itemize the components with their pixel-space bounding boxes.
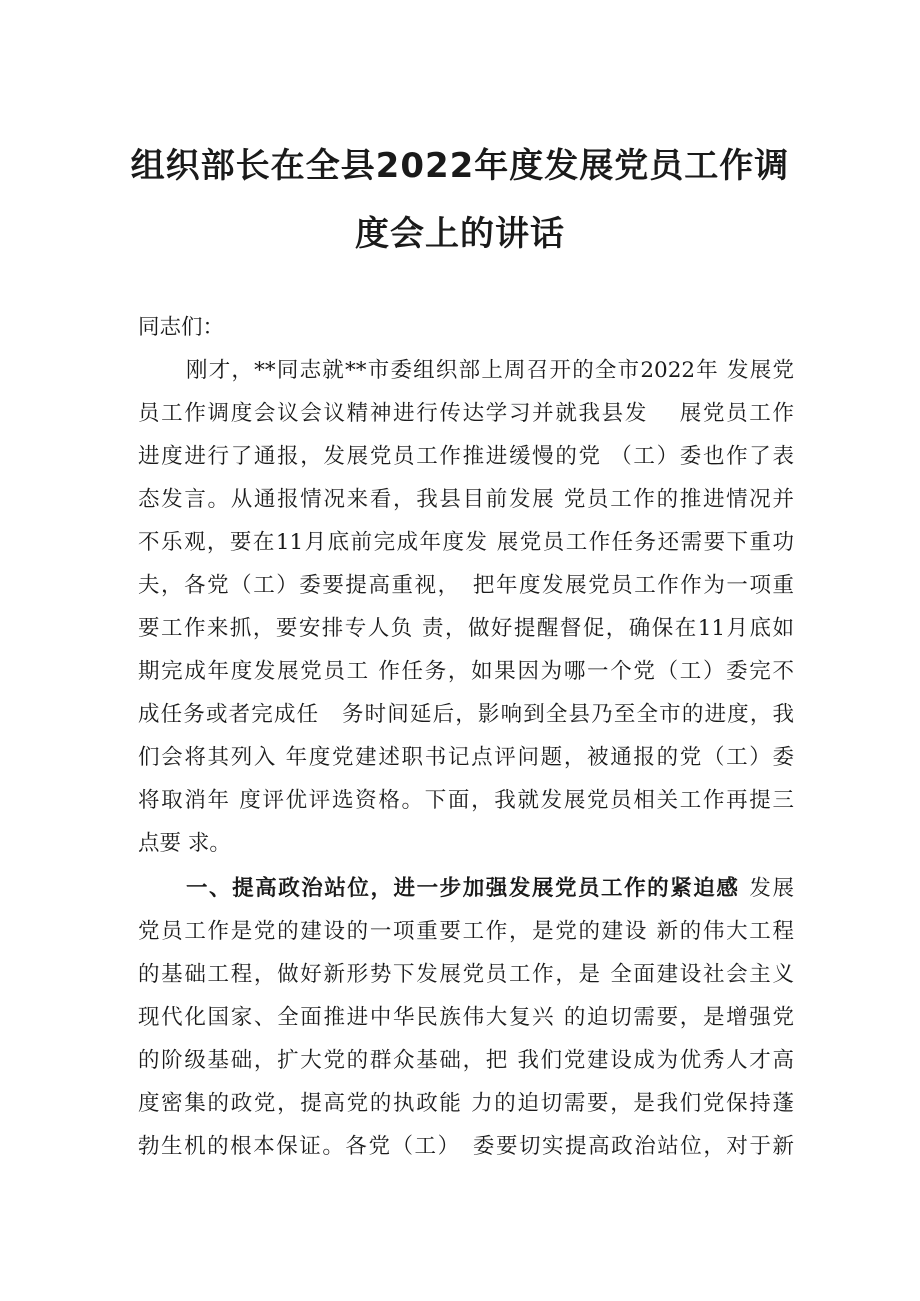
paragraph-line: 员工作调度会议会议精神进行传达学习并就我县发 展党员工作 (138, 401, 794, 426)
paragraph-line: 不乐观，要在11月底前完成年度发 展党员工作任务还需要下重功 (138, 530, 794, 555)
document-title-line-1: 组织部长在全县2022年度发展党员工作调 (130, 146, 790, 186)
paragraph-line: 期完成年度发展党员工 作任务，如果因为哪一个党（工）委完不 (138, 659, 794, 684)
salutation: 同志们： (138, 315, 225, 340)
paragraph-line: 勃生机的根本保证。各党（工） 委要切实提高政治站位，对于新 (138, 1134, 794, 1159)
paragraph-line: 刚才，**同志就**市委组织部上周召开的全市2022年 发展党 (186, 358, 794, 383)
paragraph-line: 点要 求。 (138, 831, 231, 856)
paragraph-line: 党员工作是党的建设的一项重要工作，是党的建设 新的伟大工程 (138, 919, 794, 944)
document-title-line-2: 度会上的讲话 (355, 214, 565, 254)
paragraph-line: 成任务或者完成任 务时间延后，影响到全县乃至全市的进度，我 (138, 702, 794, 727)
paragraph-line: 态发言。从通报情况来看，我县目前发展 党员工作的推进情况并 (138, 487, 794, 512)
section-heading: 一、提高政治站位，进一步加强发展党员工作的紧迫感 (186, 876, 740, 901)
paragraph-line: 的基础工程，做好新形势下发展党员工作，是 全面建设社会主义 (138, 962, 794, 987)
paragraph-line: 的阶级基础，扩大党的群众基础，把 我们党建设成为优秀人才高 (138, 1048, 794, 1073)
section-heading-continuation: 发展 (749, 876, 794, 901)
paragraph-line: 进度进行了通报，发展党员工作推进缓慢的党 （工）委也作了表 (138, 444, 794, 469)
paragraph-line: 将取消年 度评优评选资格。下面，我就发展党员相关工作再提三 (138, 788, 794, 813)
paragraph-line: 夫，各党（工）委要提高重视， 把年度发展党员工作作为一项重 (138, 573, 794, 598)
paragraph-line: 们会将其列入 年度党建述职书记点评问题，被通报的党（工）委 (138, 745, 794, 770)
paragraph-line: 要工作来抓，要安排专人负 责，做好提醒督促，确保在11月底如 (138, 616, 794, 641)
paragraph-line: 现代化国家、全面推进中华民族伟大复兴 的迫切需要，是增强党 (138, 1005, 794, 1030)
paragraph-line: 度密集的政党，提高党的执政能 力的迫切需要，是我们党保持蓬 (138, 1091, 794, 1116)
section-heading-line (186, 874, 794, 904)
